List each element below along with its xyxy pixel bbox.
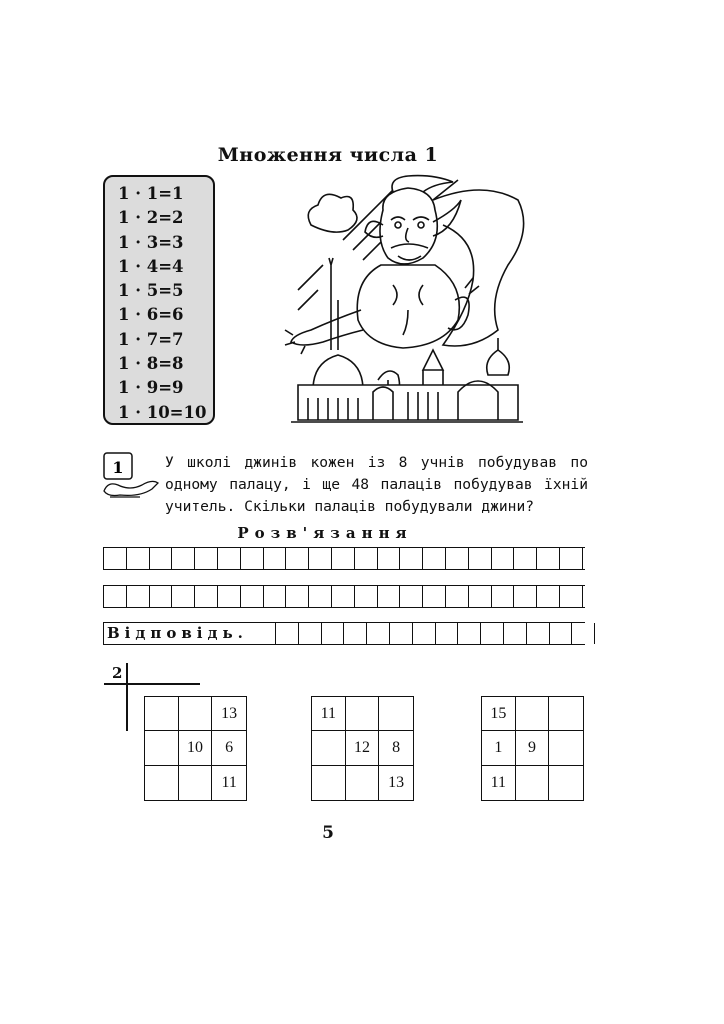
- magic-cell[interactable]: [312, 766, 346, 800]
- answer-label: Відповідь.: [104, 623, 276, 644]
- genie-illustration: [283, 170, 533, 428]
- table-line: 1 · 8=8: [118, 354, 184, 374]
- magic-cell[interactable]: [516, 766, 550, 800]
- magic-cell[interactable]: 11: [221, 773, 237, 791]
- table-line: 1 · 2=2: [118, 208, 184, 228]
- magic-cell[interactable]: 10: [179, 731, 213, 765]
- solution-heading: Розв'язання: [237, 524, 413, 542]
- table-line: 1 · 7=7: [118, 329, 184, 349]
- multiplication-table: [103, 175, 215, 425]
- task2-number: 2: [112, 664, 123, 682]
- magic-cell[interactable]: 11: [312, 697, 346, 731]
- magic-cell[interactable]: 6: [212, 731, 246, 765]
- page-number: 5: [322, 823, 334, 843]
- magic-cell[interactable]: [346, 697, 380, 731]
- lamp-icon: [100, 451, 160, 501]
- solution-grid-row[interactable]: [103, 585, 585, 608]
- table-line: 1 · 5=5: [118, 281, 184, 301]
- table-line: 1 · 4=4: [118, 256, 184, 276]
- magic-cell[interactable]: [145, 766, 179, 800]
- magic-cell[interactable]: 8: [379, 731, 413, 765]
- task1-number: 1: [112, 458, 124, 477]
- table-line: 1 · 1=1: [118, 184, 184, 203]
- task2-marker-vertical: [126, 663, 128, 731]
- magic-square: [144, 696, 247, 801]
- magic-square: [481, 696, 584, 801]
- magic-cell[interactable]: [516, 697, 550, 731]
- magic-cell[interactable]: [379, 697, 413, 731]
- answer-grid-row[interactable]: [103, 622, 585, 645]
- table-line: 1 · 6=6: [118, 305, 184, 325]
- magic-cell[interactable]: [549, 731, 583, 765]
- magic-cell[interactable]: 11: [482, 766, 516, 800]
- table-line: 1 · 9=9: [118, 378, 184, 398]
- magic-cell[interactable]: 15: [482, 697, 516, 731]
- magic-cell[interactable]: [549, 766, 583, 800]
- page-title: Множення числа 1: [217, 144, 439, 166]
- magic-cell[interactable]: 9: [516, 731, 550, 765]
- magic-cell[interactable]: 13: [388, 773, 405, 791]
- magic-cell[interactable]: 12: [346, 731, 380, 765]
- task2-marker-horizontal: [104, 683, 200, 685]
- task1-text: У школі джинів кожен із 8 учнів побудував по одному палацу, і ще 48 палаців побудував їхній учитель. Скільки палаців побудували джини?: [165, 454, 588, 515]
- magic-cell[interactable]: [145, 731, 179, 765]
- solution-grid-row[interactable]: [103, 547, 585, 570]
- table-line: 1 · 3=3: [118, 232, 184, 252]
- magic-cell[interactable]: [549, 697, 583, 731]
- magic-cell[interactable]: [179, 766, 213, 800]
- magic-cell[interactable]: [312, 731, 346, 765]
- magic-cell[interactable]: [179, 697, 213, 731]
- table-line: 1 · 10=10: [118, 402, 207, 422]
- magic-cell[interactable]: [145, 697, 179, 731]
- magic-cell[interactable]: [346, 766, 380, 800]
- magic-cell[interactable]: 1: [482, 731, 516, 765]
- magic-cell[interactable]: 13: [212, 697, 246, 731]
- magic-square: [311, 696, 414, 801]
